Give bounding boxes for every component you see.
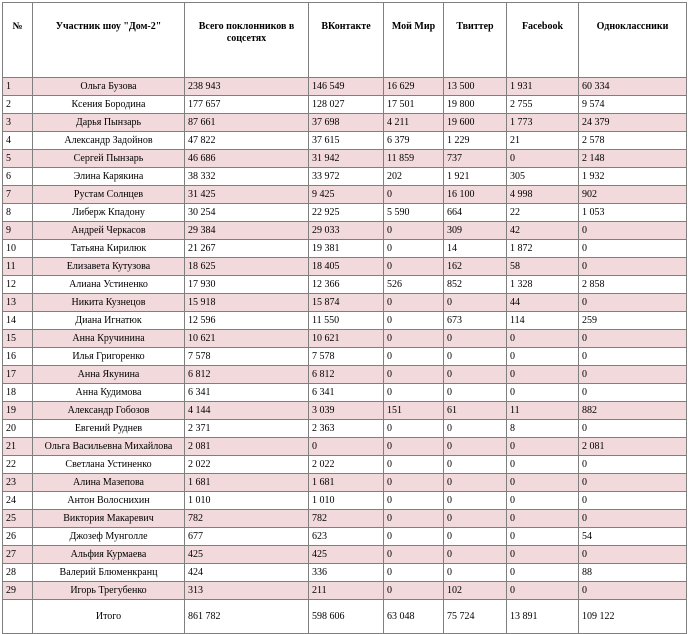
row-total: 29 384 bbox=[185, 222, 309, 240]
row-num: 4 bbox=[3, 132, 33, 150]
row-twitter: 0 bbox=[444, 294, 507, 312]
row-total: 38 332 bbox=[185, 168, 309, 186]
totals-total: 861 782 bbox=[185, 600, 309, 634]
row-vkontakte: 37 615 bbox=[309, 132, 384, 150]
row-moi-mir: 0 bbox=[384, 474, 444, 492]
row-num: 6 bbox=[3, 168, 33, 186]
row-twitter: 16 100 bbox=[444, 186, 507, 204]
totals-moi-mir: 63 048 bbox=[384, 600, 444, 634]
row-participant: Рустам Солнцев bbox=[33, 186, 185, 204]
row-moi-mir: 0 bbox=[384, 528, 444, 546]
row-facebook: 0 bbox=[507, 366, 579, 384]
row-vkontakte: 6 341 bbox=[309, 384, 384, 402]
row-facebook: 0 bbox=[507, 348, 579, 366]
row-moi-mir: 0 bbox=[384, 348, 444, 366]
row-total: 1 010 bbox=[185, 492, 309, 510]
row-participant: Татьяна Кирилюк bbox=[33, 240, 185, 258]
row-twitter: 0 bbox=[444, 348, 507, 366]
row-participant: Ксения Бородина bbox=[33, 96, 185, 114]
row-num: 15 bbox=[3, 330, 33, 348]
row-participant: Анна Кручинина bbox=[33, 330, 185, 348]
row-odnoklassniki: 259 bbox=[579, 312, 687, 330]
row-twitter: 0 bbox=[444, 438, 507, 456]
row-twitter: 0 bbox=[444, 420, 507, 438]
header-num: № bbox=[3, 3, 33, 78]
row-twitter: 13 500 bbox=[444, 78, 507, 96]
row-odnoklassniki: 1 932 bbox=[579, 168, 687, 186]
table-row bbox=[3, 168, 687, 186]
row-facebook: 21 bbox=[507, 132, 579, 150]
row-total: 18 625 bbox=[185, 258, 309, 276]
row-vkontakte: 2 363 bbox=[309, 420, 384, 438]
table-row bbox=[3, 384, 687, 402]
row-vkontakte: 336 bbox=[309, 564, 384, 582]
row-total: 238 943 bbox=[185, 78, 309, 96]
row-vkontakte: 3 039 bbox=[309, 402, 384, 420]
row-odnoklassniki: 60 334 bbox=[579, 78, 687, 96]
row-odnoklassniki: 0 bbox=[579, 456, 687, 474]
row-facebook: 305 bbox=[507, 168, 579, 186]
row-facebook: 0 bbox=[507, 510, 579, 528]
row-participant: Ольга Васильевна Михайлова bbox=[33, 438, 185, 456]
row-num: 12 bbox=[3, 276, 33, 294]
row-participant: Александр Задойнов bbox=[33, 132, 185, 150]
row-facebook: 58 bbox=[507, 258, 579, 276]
row-twitter: 0 bbox=[444, 510, 507, 528]
row-facebook: 11 bbox=[507, 402, 579, 420]
row-moi-mir: 526 bbox=[384, 276, 444, 294]
row-moi-mir: 0 bbox=[384, 510, 444, 528]
row-twitter: 61 bbox=[444, 402, 507, 420]
row-facebook: 0 bbox=[507, 438, 579, 456]
row-num: 29 bbox=[3, 582, 33, 600]
table-row bbox=[3, 402, 687, 420]
row-participant: Илья Григоренко bbox=[33, 348, 185, 366]
row-participant: Альфия Курмаева bbox=[33, 546, 185, 564]
row-total: 10 621 bbox=[185, 330, 309, 348]
row-num: 1 bbox=[3, 78, 33, 96]
row-twitter: 19 800 bbox=[444, 96, 507, 114]
row-twitter: 0 bbox=[444, 528, 507, 546]
table-row bbox=[3, 348, 687, 366]
row-vkontakte: 0 bbox=[309, 438, 384, 456]
row-facebook: 0 bbox=[507, 492, 579, 510]
row-facebook: 0 bbox=[507, 330, 579, 348]
row-odnoklassniki: 0 bbox=[579, 546, 687, 564]
row-moi-mir: 0 bbox=[384, 546, 444, 564]
row-facebook: 0 bbox=[507, 582, 579, 600]
row-vkontakte: 18 405 bbox=[309, 258, 384, 276]
row-participant: Диана Игнатюк bbox=[33, 312, 185, 330]
row-facebook: 0 bbox=[507, 150, 579, 168]
row-total: 4 144 bbox=[185, 402, 309, 420]
row-odnoklassniki: 2 578 bbox=[579, 132, 687, 150]
row-total: 15 918 bbox=[185, 294, 309, 312]
table-row bbox=[3, 312, 687, 330]
row-participant: Алина Мазепова bbox=[33, 474, 185, 492]
row-participant: Алиана Устиненко bbox=[33, 276, 185, 294]
row-total: 17 930 bbox=[185, 276, 309, 294]
row-odnoklassniki: 882 bbox=[579, 402, 687, 420]
row-total: 424 bbox=[185, 564, 309, 582]
row-odnoklassniki: 88 bbox=[579, 564, 687, 582]
row-num: 17 bbox=[3, 366, 33, 384]
row-vkontakte: 1 010 bbox=[309, 492, 384, 510]
row-moi-mir: 0 bbox=[384, 186, 444, 204]
row-facebook: 0 bbox=[507, 528, 579, 546]
header-vkontakte: ВКонтакте bbox=[309, 3, 384, 78]
row-odnoklassniki: 0 bbox=[579, 384, 687, 402]
table-row bbox=[3, 204, 687, 222]
row-num: 13 bbox=[3, 294, 33, 312]
row-facebook: 1 931 bbox=[507, 78, 579, 96]
row-vkontakte: 11 550 bbox=[309, 312, 384, 330]
row-vkontakte: 1 681 bbox=[309, 474, 384, 492]
row-total: 313 bbox=[185, 582, 309, 600]
row-odnoklassniki: 0 bbox=[579, 330, 687, 348]
row-facebook: 1 773 bbox=[507, 114, 579, 132]
row-odnoklassniki: 0 bbox=[579, 294, 687, 312]
row-vkontakte: 9 425 bbox=[309, 186, 384, 204]
row-twitter: 664 bbox=[444, 204, 507, 222]
fans-table bbox=[2, 2, 687, 634]
row-twitter: 0 bbox=[444, 492, 507, 510]
row-moi-mir: 0 bbox=[384, 312, 444, 330]
row-total: 2 022 bbox=[185, 456, 309, 474]
row-vkontakte: 10 621 bbox=[309, 330, 384, 348]
row-participant: Джозеф Мунголле bbox=[33, 528, 185, 546]
row-participant: Игорь Трегубенко bbox=[33, 582, 185, 600]
row-num: 20 bbox=[3, 420, 33, 438]
row-vkontakte: 33 972 bbox=[309, 168, 384, 186]
table-row bbox=[3, 240, 687, 258]
row-odnoklassniki: 1 053 bbox=[579, 204, 687, 222]
header-facebook: Facebook bbox=[507, 3, 579, 78]
row-moi-mir: 202 bbox=[384, 168, 444, 186]
row-twitter: 0 bbox=[444, 330, 507, 348]
row-odnoklassniki: 0 bbox=[579, 492, 687, 510]
row-facebook: 0 bbox=[507, 384, 579, 402]
row-moi-mir: 5 590 bbox=[384, 204, 444, 222]
row-num: 16 bbox=[3, 348, 33, 366]
row-moi-mir: 0 bbox=[384, 366, 444, 384]
row-vkontakte: 782 bbox=[309, 510, 384, 528]
header-twitter: Твиттер bbox=[444, 3, 507, 78]
table-body bbox=[3, 78, 687, 600]
row-facebook: 114 bbox=[507, 312, 579, 330]
row-odnoklassniki: 0 bbox=[579, 510, 687, 528]
row-moi-mir: 11 859 bbox=[384, 150, 444, 168]
row-num: 10 bbox=[3, 240, 33, 258]
row-vkontakte: 623 bbox=[309, 528, 384, 546]
row-odnoklassniki: 0 bbox=[579, 222, 687, 240]
row-moi-mir: 0 bbox=[384, 492, 444, 510]
row-twitter: 1 229 bbox=[444, 132, 507, 150]
row-participant: Светлана Устиненко bbox=[33, 456, 185, 474]
row-total: 425 bbox=[185, 546, 309, 564]
table-row bbox=[3, 564, 687, 582]
row-num: 21 bbox=[3, 438, 33, 456]
row-twitter: 0 bbox=[444, 546, 507, 564]
row-vkontakte: 22 925 bbox=[309, 204, 384, 222]
row-num: 24 bbox=[3, 492, 33, 510]
totals-label: Итого bbox=[33, 600, 185, 634]
row-participant: Евгений Руднев bbox=[33, 420, 185, 438]
row-twitter: 0 bbox=[444, 564, 507, 582]
row-total: 87 661 bbox=[185, 114, 309, 132]
row-odnoklassniki: 2 081 bbox=[579, 438, 687, 456]
row-participant: Елизавета Кутузова bbox=[33, 258, 185, 276]
row-num: 5 bbox=[3, 150, 33, 168]
table-row bbox=[3, 492, 687, 510]
row-odnoklassniki: 0 bbox=[579, 258, 687, 276]
row-facebook: 2 755 bbox=[507, 96, 579, 114]
row-participant: Никита Кузнецов bbox=[33, 294, 185, 312]
row-num: 25 bbox=[3, 510, 33, 528]
table-row bbox=[3, 258, 687, 276]
header-odnoklassniki: Одноклассники bbox=[579, 3, 687, 78]
table-row bbox=[3, 150, 687, 168]
row-facebook: 0 bbox=[507, 474, 579, 492]
row-twitter: 14 bbox=[444, 240, 507, 258]
row-total: 31 425 bbox=[185, 186, 309, 204]
row-total: 7 578 bbox=[185, 348, 309, 366]
row-vkontakte: 19 381 bbox=[309, 240, 384, 258]
row-num: 22 bbox=[3, 456, 33, 474]
row-vkontakte: 2 022 bbox=[309, 456, 384, 474]
row-facebook: 4 998 bbox=[507, 186, 579, 204]
row-vkontakte: 37 698 bbox=[309, 114, 384, 132]
row-vkontakte: 15 874 bbox=[309, 294, 384, 312]
header-total: Всего поклонников в соцсетях bbox=[185, 3, 309, 78]
table-row bbox=[3, 132, 687, 150]
row-moi-mir: 17 501 bbox=[384, 96, 444, 114]
table-row bbox=[3, 474, 687, 492]
table-row bbox=[3, 456, 687, 474]
row-num: 14 bbox=[3, 312, 33, 330]
row-odnoklassniki: 902 bbox=[579, 186, 687, 204]
row-num: 28 bbox=[3, 564, 33, 582]
row-total: 782 bbox=[185, 510, 309, 528]
row-num: 2 bbox=[3, 96, 33, 114]
row-num: 27 bbox=[3, 546, 33, 564]
row-facebook: 1 872 bbox=[507, 240, 579, 258]
row-facebook: 0 bbox=[507, 564, 579, 582]
row-moi-mir: 151 bbox=[384, 402, 444, 420]
row-twitter: 0 bbox=[444, 384, 507, 402]
table-row bbox=[3, 186, 687, 204]
row-moi-mir: 6 379 bbox=[384, 132, 444, 150]
row-odnoklassniki: 54 bbox=[579, 528, 687, 546]
row-participant: Валерий Блюменкранц bbox=[33, 564, 185, 582]
totals-odnoklassniki: 109 122 bbox=[579, 600, 687, 634]
row-total: 2 371 bbox=[185, 420, 309, 438]
table-row bbox=[3, 330, 687, 348]
row-odnoklassniki: 0 bbox=[579, 240, 687, 258]
row-total: 46 686 bbox=[185, 150, 309, 168]
row-odnoklassniki: 0 bbox=[579, 420, 687, 438]
row-participant: Анна Кудимова bbox=[33, 384, 185, 402]
row-twitter: 19 600 bbox=[444, 114, 507, 132]
row-twitter: 673 bbox=[444, 312, 507, 330]
row-facebook: 44 bbox=[507, 294, 579, 312]
row-vkontakte: 146 549 bbox=[309, 78, 384, 96]
row-moi-mir: 0 bbox=[384, 222, 444, 240]
table-row bbox=[3, 510, 687, 528]
row-odnoklassniki: 0 bbox=[579, 474, 687, 492]
row-total: 2 081 bbox=[185, 438, 309, 456]
table-row bbox=[3, 114, 687, 132]
row-twitter: 852 bbox=[444, 276, 507, 294]
row-moi-mir: 0 bbox=[384, 564, 444, 582]
row-num: 3 bbox=[3, 114, 33, 132]
table-row bbox=[3, 420, 687, 438]
row-twitter: 1 921 bbox=[444, 168, 507, 186]
row-num: 26 bbox=[3, 528, 33, 546]
row-vkontakte: 31 942 bbox=[309, 150, 384, 168]
row-total: 21 267 bbox=[185, 240, 309, 258]
row-num: 9 bbox=[3, 222, 33, 240]
header-row bbox=[3, 3, 687, 78]
row-participant: Анна Якунина bbox=[33, 366, 185, 384]
row-moi-mir: 0 bbox=[384, 384, 444, 402]
row-twitter: 0 bbox=[444, 474, 507, 492]
row-moi-mir: 0 bbox=[384, 456, 444, 474]
row-odnoklassniki: 24 379 bbox=[579, 114, 687, 132]
row-facebook: 42 bbox=[507, 222, 579, 240]
row-odnoklassniki: 0 bbox=[579, 348, 687, 366]
row-odnoklassniki: 0 bbox=[579, 366, 687, 384]
row-participant: Либерж Кпадону bbox=[33, 204, 185, 222]
row-odnoklassniki: 2 148 bbox=[579, 150, 687, 168]
row-total: 177 657 bbox=[185, 96, 309, 114]
header-moi-mir: Мой Мир bbox=[384, 3, 444, 78]
row-twitter: 0 bbox=[444, 366, 507, 384]
row-twitter: 0 bbox=[444, 456, 507, 474]
totals-facebook: 13 891 bbox=[507, 600, 579, 634]
row-num: 19 bbox=[3, 402, 33, 420]
row-odnoklassniki: 2 858 bbox=[579, 276, 687, 294]
table-row bbox=[3, 294, 687, 312]
row-participant: Антон Волоснихин bbox=[33, 492, 185, 510]
row-total: 12 596 bbox=[185, 312, 309, 330]
row-facebook: 0 bbox=[507, 456, 579, 474]
row-participant: Элина Карякина bbox=[33, 168, 185, 186]
row-twitter: 102 bbox=[444, 582, 507, 600]
row-vkontakte: 6 812 bbox=[309, 366, 384, 384]
table-row bbox=[3, 96, 687, 114]
table-row bbox=[3, 438, 687, 456]
table-row bbox=[3, 582, 687, 600]
row-participant: Виктория Макаревич bbox=[33, 510, 185, 528]
row-moi-mir: 0 bbox=[384, 420, 444, 438]
table-row bbox=[3, 78, 687, 96]
row-odnoklassniki: 9 574 bbox=[579, 96, 687, 114]
row-facebook: 8 bbox=[507, 420, 579, 438]
table-row bbox=[3, 366, 687, 384]
table-row bbox=[3, 528, 687, 546]
row-vkontakte: 29 033 bbox=[309, 222, 384, 240]
header-participant: Участник шоу "Дом-2" bbox=[33, 3, 185, 78]
row-total: 677 bbox=[185, 528, 309, 546]
row-vkontakte: 7 578 bbox=[309, 348, 384, 366]
row-total: 47 822 bbox=[185, 132, 309, 150]
row-moi-mir: 4 211 bbox=[384, 114, 444, 132]
totals-row bbox=[3, 600, 687, 634]
row-participant: Сергей Пынзарь bbox=[33, 150, 185, 168]
row-moi-mir: 0 bbox=[384, 438, 444, 456]
row-participant: Ольга Бузова bbox=[33, 78, 185, 96]
totals-vkontakte: 598 606 bbox=[309, 600, 384, 634]
row-twitter: 162 bbox=[444, 258, 507, 276]
row-twitter: 737 bbox=[444, 150, 507, 168]
row-total: 1 681 bbox=[185, 474, 309, 492]
row-participant: Александр Гобозов bbox=[33, 402, 185, 420]
row-total: 6 341 bbox=[185, 384, 309, 402]
row-moi-mir: 0 bbox=[384, 330, 444, 348]
row-total: 30 254 bbox=[185, 204, 309, 222]
row-facebook: 0 bbox=[507, 546, 579, 564]
row-vkontakte: 211 bbox=[309, 582, 384, 600]
row-vkontakte: 12 366 bbox=[309, 276, 384, 294]
row-moi-mir: 16 629 bbox=[384, 78, 444, 96]
row-num: 7 bbox=[3, 186, 33, 204]
row-total: 6 812 bbox=[185, 366, 309, 384]
row-twitter: 309 bbox=[444, 222, 507, 240]
table-row bbox=[3, 222, 687, 240]
row-num: 11 bbox=[3, 258, 33, 276]
row-num: 18 bbox=[3, 384, 33, 402]
row-facebook: 1 328 bbox=[507, 276, 579, 294]
table-row bbox=[3, 546, 687, 564]
row-odnoklassniki: 0 bbox=[579, 582, 687, 600]
row-participant: Дарья Пынзарь bbox=[33, 114, 185, 132]
table-row bbox=[3, 276, 687, 294]
row-moi-mir: 0 bbox=[384, 240, 444, 258]
totals-twitter: 75 724 bbox=[444, 600, 507, 634]
row-vkontakte: 425 bbox=[309, 546, 384, 564]
row-moi-mir: 0 bbox=[384, 582, 444, 600]
row-num: 23 bbox=[3, 474, 33, 492]
row-moi-mir: 0 bbox=[384, 294, 444, 312]
row-moi-mir: 0 bbox=[384, 258, 444, 276]
row-facebook: 22 bbox=[507, 204, 579, 222]
row-participant: Андрей Черкасов bbox=[33, 222, 185, 240]
totals-num bbox=[3, 600, 33, 634]
row-vkontakte: 128 027 bbox=[309, 96, 384, 114]
row-num: 8 bbox=[3, 204, 33, 222]
